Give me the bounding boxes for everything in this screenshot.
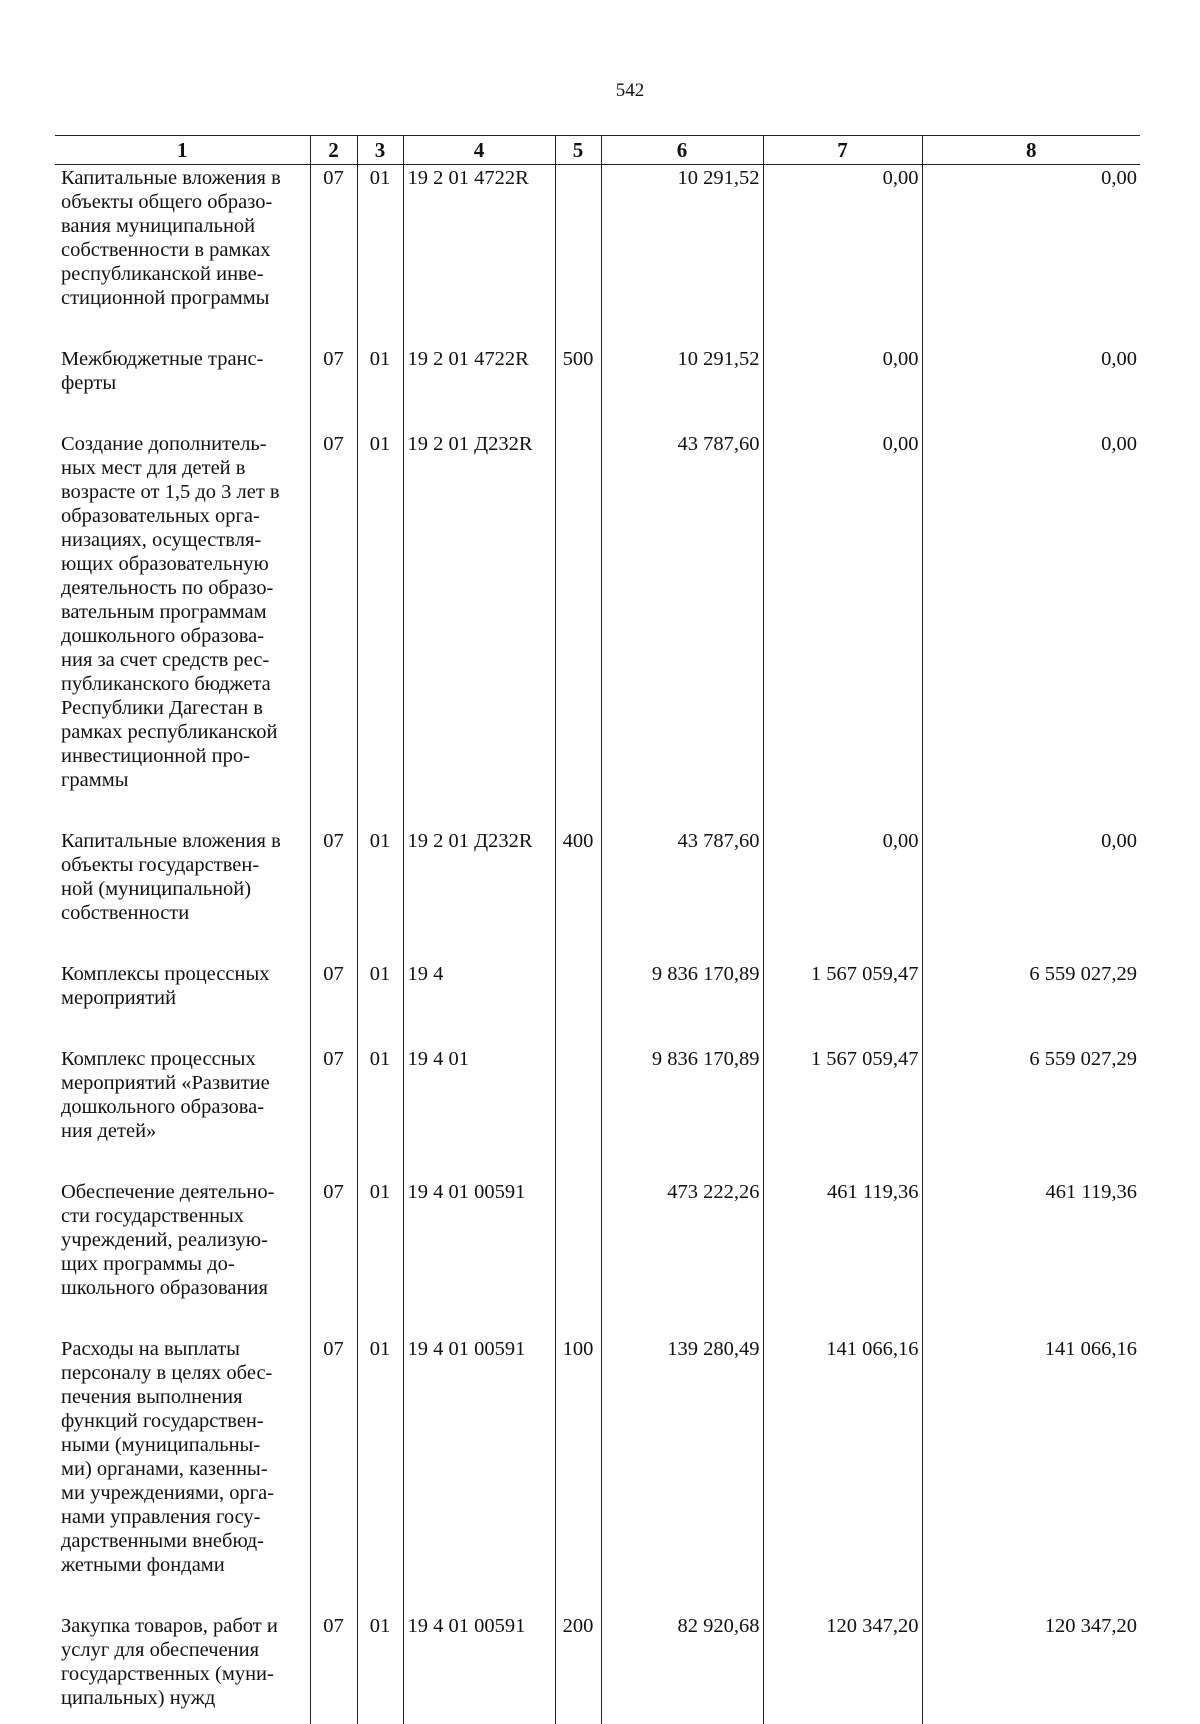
row-section-code: 07 xyxy=(310,431,357,828)
row-target-article: 19 4 xyxy=(403,961,555,1046)
row-section-code: 07 xyxy=(310,1613,357,1724)
row-section-code: 07 xyxy=(310,1336,357,1613)
table-row xyxy=(55,165,1140,347)
row-target-article: 19 4 01 xyxy=(403,1046,555,1179)
row-subsection-code: 01 xyxy=(357,828,403,961)
row-subsection-code: 01 xyxy=(357,961,403,1046)
row-section-code: 07 xyxy=(310,1046,357,1179)
row-subsection-code: 01 xyxy=(357,1613,403,1724)
row-amount-col6: 9 836 170,89 xyxy=(601,961,763,1046)
row-description: Расходы на выплаты персоналу в целях обес- печения выполнения функций государствен- ными (муниципальны- ми) органами, казенны- ми учреждениями, орга- нами управления госу- дарственными внебюд- жетными фондами xyxy=(61,1338,275,1576)
row-subsection-code: 01 xyxy=(357,1336,403,1613)
row-subsection-code: 01 xyxy=(357,431,403,828)
row-target-article: 19 4 01 00591 xyxy=(403,1613,555,1724)
row-target-article: 19 4 01 00591 xyxy=(403,1179,555,1336)
column-header: 3 xyxy=(357,136,403,165)
column-header: 6 xyxy=(601,136,763,165)
row-section-code: 07 xyxy=(310,165,357,347)
row-amount-col7: 0,00 xyxy=(763,828,922,961)
table-header-row xyxy=(55,136,1140,165)
row-amount-col6: 9 836 170,89 xyxy=(601,1046,763,1179)
row-amount-col6: 43 787,60 xyxy=(601,828,763,961)
row-description: Капитальные вложения в объекты государствен- ной (муниципальной) собственности xyxy=(61,830,281,924)
row-description: Закупка товаров, работ и услуг для обеспечения государственных (муни- ципальных) нужд xyxy=(61,1615,278,1709)
row-amount-col8: 141 066,16 xyxy=(922,1336,1140,1613)
row-description: Комплексы процессных мероприятий xyxy=(61,963,270,1009)
row-amount-col8: 6 559 027,29 xyxy=(922,961,1140,1046)
row-target-article: 19 2 01 4722R xyxy=(403,346,555,431)
row-expense-type: 200 xyxy=(555,1613,601,1724)
table-row xyxy=(55,961,1140,1046)
row-amount-col8: 461 119,36 xyxy=(922,1179,1140,1336)
row-amount-col7: 0,00 xyxy=(763,165,922,347)
row-expense-type xyxy=(555,1179,601,1336)
row-expense-type: 500 xyxy=(555,346,601,431)
row-section-code: 07 xyxy=(310,961,357,1046)
row-amount-col6: 10 291,52 xyxy=(601,346,763,431)
row-expense-type: 400 xyxy=(555,828,601,961)
column-header: 1 xyxy=(55,136,310,165)
row-description: Создание дополнитель- ных мест для детей в возрасте от 1,5 до 3 лет в образовательных орга- низациях, осуществля- ющих образовательную деятельность по образо- вательным программам дошкольного образова- ния за счет средств рес- публиканского бюджета Республики Дагестан в рамках республиканской инвестиционной про- граммы xyxy=(61,433,280,791)
row-amount-col7: 461 119,36 xyxy=(763,1179,922,1336)
row-amount-col8: 0,00 xyxy=(922,828,1140,961)
row-amount-col7: 120 347,20 xyxy=(763,1613,922,1724)
row-expense-type xyxy=(555,1046,601,1179)
table-row xyxy=(55,1179,1140,1336)
row-target-article: 19 4 01 00591 xyxy=(403,1336,555,1613)
column-header: 5 xyxy=(555,136,601,165)
row-description: Межбюджетные транс- ферты xyxy=(61,348,264,394)
row-amount-col8: 0,00 xyxy=(922,431,1140,828)
row-amount-col7: 0,00 xyxy=(763,431,922,828)
row-expense-type: 100 xyxy=(555,1336,601,1613)
row-expense-type xyxy=(555,431,601,828)
column-header: 8 xyxy=(922,136,1140,165)
row-expense-type xyxy=(555,961,601,1046)
row-amount-col6: 139 280,49 xyxy=(601,1336,763,1613)
table-row xyxy=(55,1336,1140,1613)
row-subsection-code: 01 xyxy=(357,165,403,347)
row-amount-col8: 0,00 xyxy=(922,346,1140,431)
row-amount-col6: 82 920,68 xyxy=(601,1613,763,1724)
row-expense-type xyxy=(555,165,601,347)
table-row xyxy=(55,828,1140,961)
row-section-code: 07 xyxy=(310,828,357,961)
row-amount-col6: 43 787,60 xyxy=(601,431,763,828)
row-description: Обеспечение деятельно- сти государственных учреждений, реализую- щих программы до- школьного образования xyxy=(61,1181,275,1299)
row-section-code: 07 xyxy=(310,346,357,431)
row-amount-col8: 120 347,20 xyxy=(922,1613,1140,1724)
table-row xyxy=(55,1613,1140,1724)
row-amount-col6: 10 291,52 xyxy=(601,165,763,347)
column-header: 4 xyxy=(403,136,555,165)
row-subsection-code: 01 xyxy=(357,1179,403,1336)
column-header: 7 xyxy=(763,136,922,165)
row-subsection-code: 01 xyxy=(357,1046,403,1179)
row-description: Комплекс процессных мероприятий «Развитие дошкольного образова- ния детей» xyxy=(61,1048,270,1142)
row-target-article: 19 2 01 Д232R xyxy=(403,431,555,828)
column-header: 2 xyxy=(310,136,357,165)
row-target-article: 19 2 01 Д232R xyxy=(403,828,555,961)
row-subsection-code: 01 xyxy=(357,346,403,431)
table-row xyxy=(55,431,1140,828)
page-number: 542 xyxy=(615,80,645,101)
table-row xyxy=(55,1046,1140,1179)
row-target-article: 19 2 01 4722R xyxy=(403,165,555,347)
row-description: Капитальные вложения в объекты общего образо- вания муниципальной собственности в рамках республиканской инве- стиционной программы xyxy=(61,167,281,309)
row-amount-col7: 1 567 059,47 xyxy=(763,961,922,1046)
table-row xyxy=(55,346,1140,431)
row-amount-col7: 0,00 xyxy=(763,346,922,431)
row-amount-col8: 0,00 xyxy=(922,165,1140,347)
row-amount-col6: 473 222,26 xyxy=(601,1179,763,1336)
row-amount-col8: 6 559 027,29 xyxy=(922,1046,1140,1179)
budget-table xyxy=(55,135,1140,1724)
row-amount-col7: 1 567 059,47 xyxy=(763,1046,922,1179)
row-amount-col7: 141 066,16 xyxy=(763,1336,922,1613)
row-section-code: 07 xyxy=(310,1179,357,1336)
